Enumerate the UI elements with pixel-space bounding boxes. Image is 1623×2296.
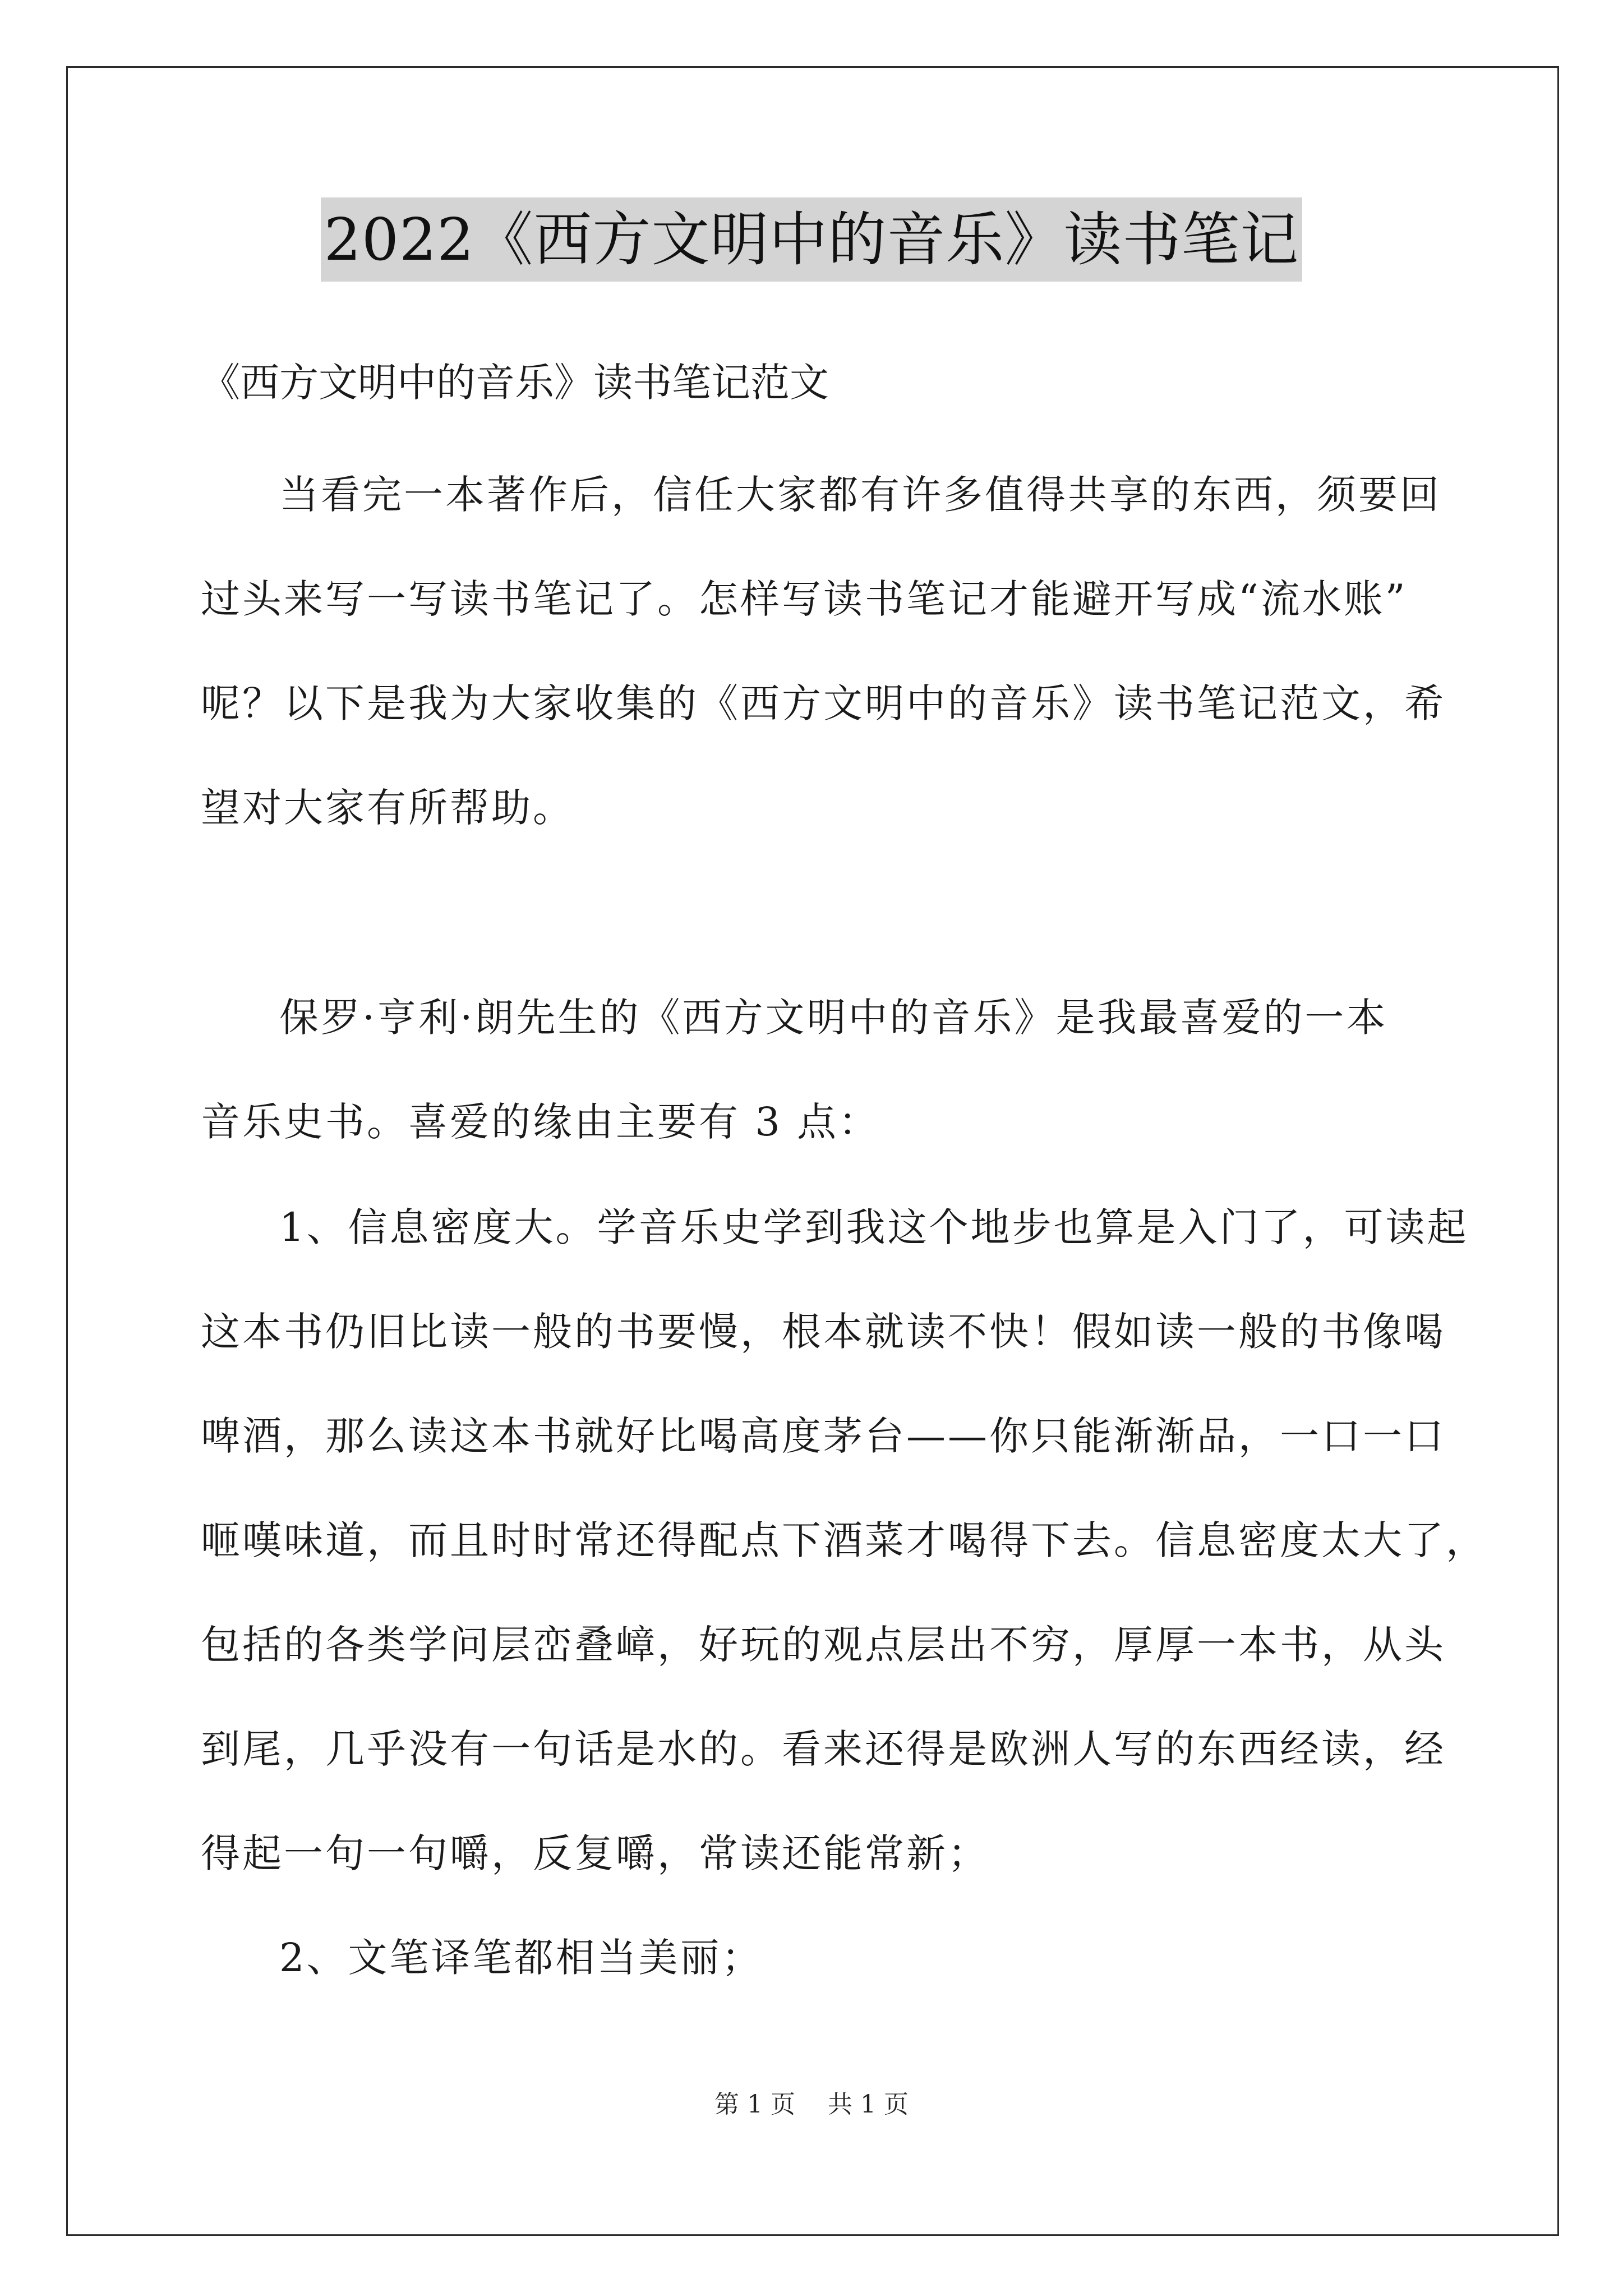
paragraph-line: 当看完一本著作后，信任大家都有许多值得共享的东西，须要回 [279, 472, 1441, 518]
paragraph-line: 啤酒，那么读这本书就好比喝高度茅台——你只能渐渐品，一口一口 [201, 1413, 1446, 1459]
paragraph-line: 到尾，几乎没有一句话是水的。看来还得是欧洲人写的东西经读，经 [201, 1726, 1446, 1772]
paragraph-line: 过头来写一写读书笔记了。怎样写读书笔记才能避开写成“流水账” [201, 576, 1408, 622]
paragraph-line: 保罗·亨利·朗先生的《西方文明中的音乐》是我最喜爱的一本 [279, 995, 1388, 1041]
title-wrapper [0, 197, 1623, 282]
page-total: 共 1 页 [828, 2090, 909, 2119]
paragraph-line: 望对大家有所帮助。 [201, 785, 574, 831]
page-number: 第 1 页 [714, 2090, 795, 2119]
document-title: 2022《西方文明中的音乐》读书笔记 [321, 197, 1303, 282]
paragraph-line: 这本书仍旧比读一般的书要慢，根本就读不快！假如读一般的书像喝 [201, 1309, 1446, 1355]
paragraph-line: 呢？以下是我为大家收集的《西方文明中的音乐》读书笔记范文，希 [201, 680, 1446, 726]
paragraph-line: 咂嘆味道，而且时时常还得配点下酒菜才喝得下去。信息密度太大了， [201, 1517, 1487, 1563]
document-subtitle: 《西方文明中的音乐》读书笔记范文 [201, 360, 829, 406]
paragraph-line: 2、文笔译笔都相当美丽； [279, 1935, 763, 1981]
paragraph-line: 包括的各类学问层峦叠嶂，好玩的观点层出不穷，厚厚一本书，从头 [201, 1622, 1446, 1668]
paragraph-line: 音乐史书。喜爱的缘由主要有 3 点： [201, 1099, 880, 1145]
paragraph-line: 得起一句一句嚼，反复嚼，常读还能常新； [201, 1830, 989, 1876]
page-footer [0, 2088, 1623, 2122]
paragraph-line: 1、信息密度大。学音乐史学到我这个地步也算是入门了，可读起 [279, 1204, 1469, 1250]
